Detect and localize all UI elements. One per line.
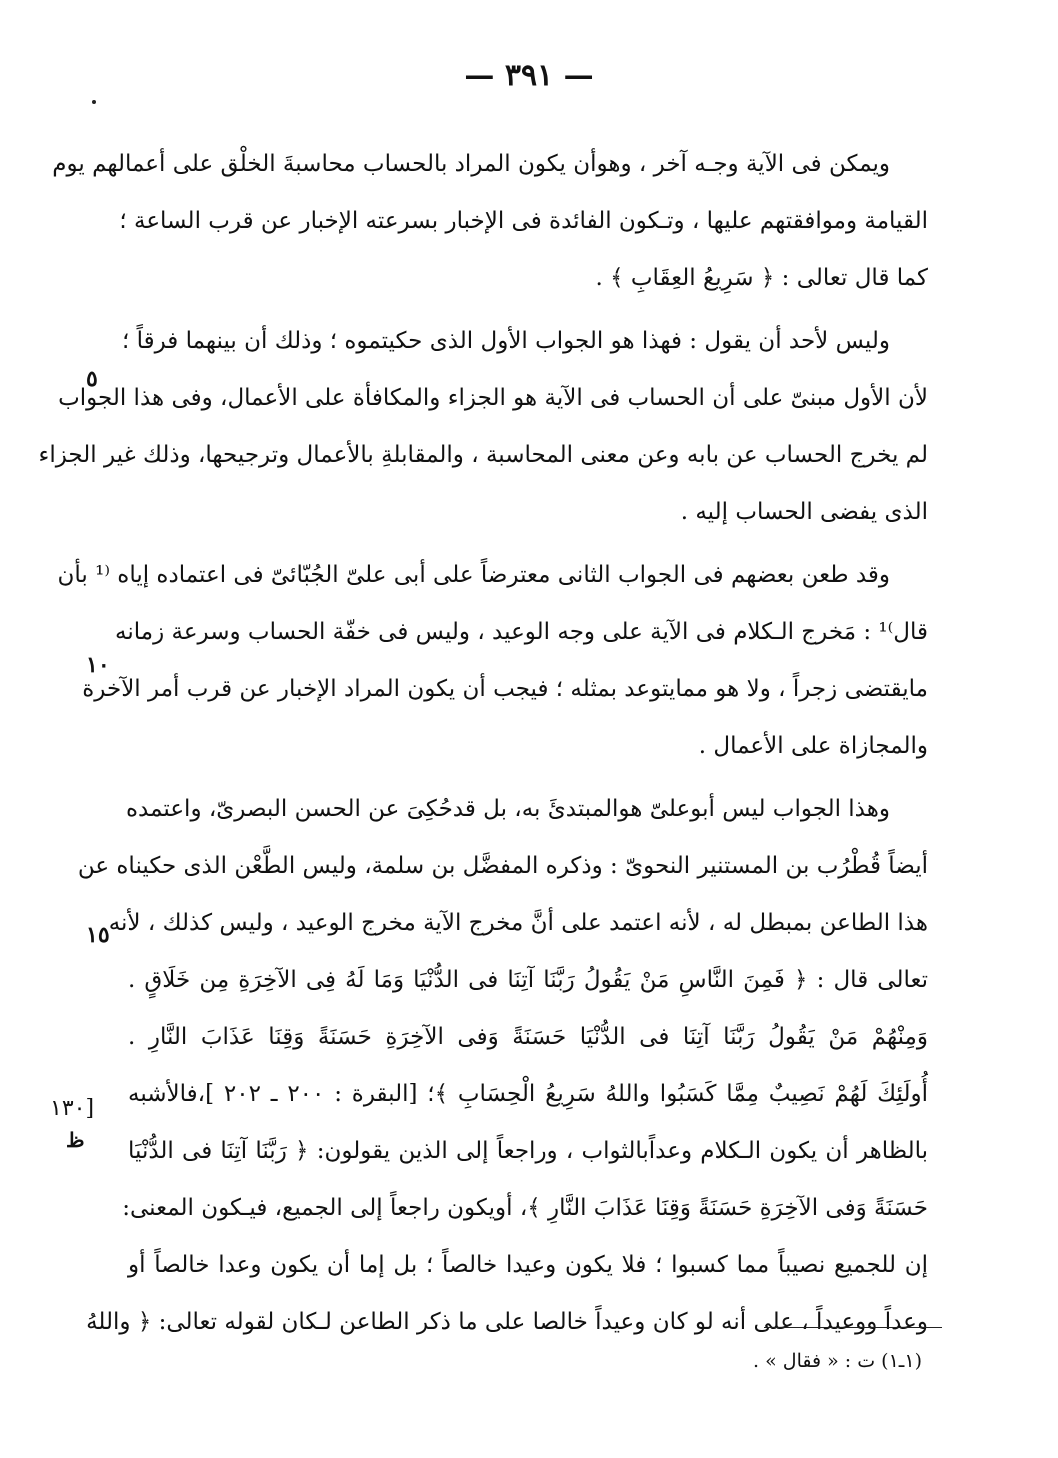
text-line: وَمِنْهُمْ مَنْ يَقُولُ رَبَّنَا آتِنَا فى الدُّنْيَا حَسَنَةً وَفى الآخِرَةِ حَسَنَةً وَقِنَا عَذَابَ النَّارِ . [128, 1024, 928, 1050]
text-line: أيضاً قُطْرُب بن المستنير النحوىّ : وذكره المفضَّل بن سلمة، وليس الطَّعْن الذى حكيناه عن [77, 853, 928, 879]
text-line: لأن الأول مبنىّ على أن الحساب فى الآية هو الجزاء والمكافأة على الأعمال، وفى هذا الجواب [58, 385, 928, 411]
footnote: (١ـ١) ت : « فقال » . [753, 1350, 922, 1372]
line-number-10: ١٠ [86, 652, 110, 678]
text-line: لم يخرج الحساب عن بابه وعن معنى المحاسبة ، والمقابلةِ بالأعمال وترجيحها، وذلك غير الجزاء [38, 442, 928, 468]
folio-side-mark: ظ [66, 1128, 85, 1152]
text-line: بالظاهر أن يكون الـكلام وعداًبالثواب ، وراجعاً إلى الذين يقولون: ﴿ رَبَّنَا آتِنَا فى الدُّنْيَا [128, 1138, 928, 1164]
text-line: وليس لأحد أن يقول : فهذا هو الجواب الأول الذى حكيتموه ؛ وذلك أن بينهما فرقاً ؛ [121, 328, 890, 354]
line-number-5: ٥ [86, 366, 98, 392]
line-number-15: ١٥ [86, 922, 110, 948]
text-line: وقد طعن بعضهم فى الجواب الثانى معترضاً على أبى علىّ الجُبّائىّ فى اعتماده إياه ⁽¹ بأن [57, 562, 890, 588]
text-line: وعداً ووعيداً ، على أنه لو كان وعيداً خالصا على ما ذكر الطاعن لـكان لقوله تعالى: ﴿ واللهُ [86, 1309, 928, 1335]
text-line: كما قال تعالى : ﴿ سَرِيعُ العِقَابِ ﴾ . [595, 265, 928, 291]
text-line: ويمكن فى الآية وجـه آخر ، وهوأن يكون المراد بالحساب محاسبةَ الخلْق على أعمالهم يوم [52, 151, 890, 177]
footnote-separator [764, 1327, 942, 1328]
text-line: إن للجميع نصيباً مما كسبوا ؛ فلا يكون وعيدا خالصاً ؛ بل إما أن يكون وعدا خالصاً أو [128, 1252, 928, 1278]
text-line: مايقتضى زجراً ، ولا هو ممايتوعد بمثله ؛ فيجب أن يكون المراد الإخبار عن قرب أمر الآخرة [82, 676, 928, 702]
text-line: قال⁾¹ : مَخرج الـكلام فى الآية على وجه الوعيد ، وليس فى خفّة الحساب وسرعة زمانه [115, 619, 928, 645]
folio-reference: [١٣٠ [50, 1096, 95, 1121]
text-line: والمجازاة على الأعمال . [698, 733, 928, 759]
stray-dot [92, 100, 96, 104]
page-number: — ٣٩١ — [464, 58, 594, 93]
text-line: القيامة وموافقتهم عليها ، وتـكون الفائدة فى الإخبار بسرعته الإخبار عن قرب الساعة ؛ [119, 208, 928, 234]
text-line: الذى يفضى الحساب إليه . [680, 499, 928, 525]
text-line: أُولَئِكَ لَهُمْ نَصِيبٌ مِمَّا كَسَبُوا واللهُ سَرِيعُ الْحِسَابِ ﴾؛ [البقرة : ٢٠٠ ـ ٢٠٢ ]،فالأشبه [128, 1081, 928, 1107]
paragraph-2 [38, 313, 928, 541]
text-line: وهذا الجواب ليس أبوعلىّ هوالمبتدئَ به، بل قدحُكِىَ عن الحسن البصرىّ، واعتمده [125, 796, 890, 822]
paragraph-1 [52, 136, 928, 307]
text-line: حَسَنَةً وَفى الآخِرَةِ حَسَنَةً وَقِنَا عَذَابَ النَّارِ ﴾، أويكون راجعاً إلى الجميع، فيـكون المعنى: [122, 1195, 928, 1221]
text-line: تعالى قال : ﴿ فَمِنَ النَّاسِ مَنْ يَقُولُ رَبَّنَا آتِنَا فى الدُّنْيَا وَمَا لَهُ فِى الآخِرَةِ مِن خَلَاقٍ . [128, 967, 928, 993]
text-line: هذا الطاعن بمبطل له ، لأنه اعتمد على أنَّ مخرج الآية مخرج الوعيد ، وليس كذلك ، لأنه [108, 910, 928, 936]
